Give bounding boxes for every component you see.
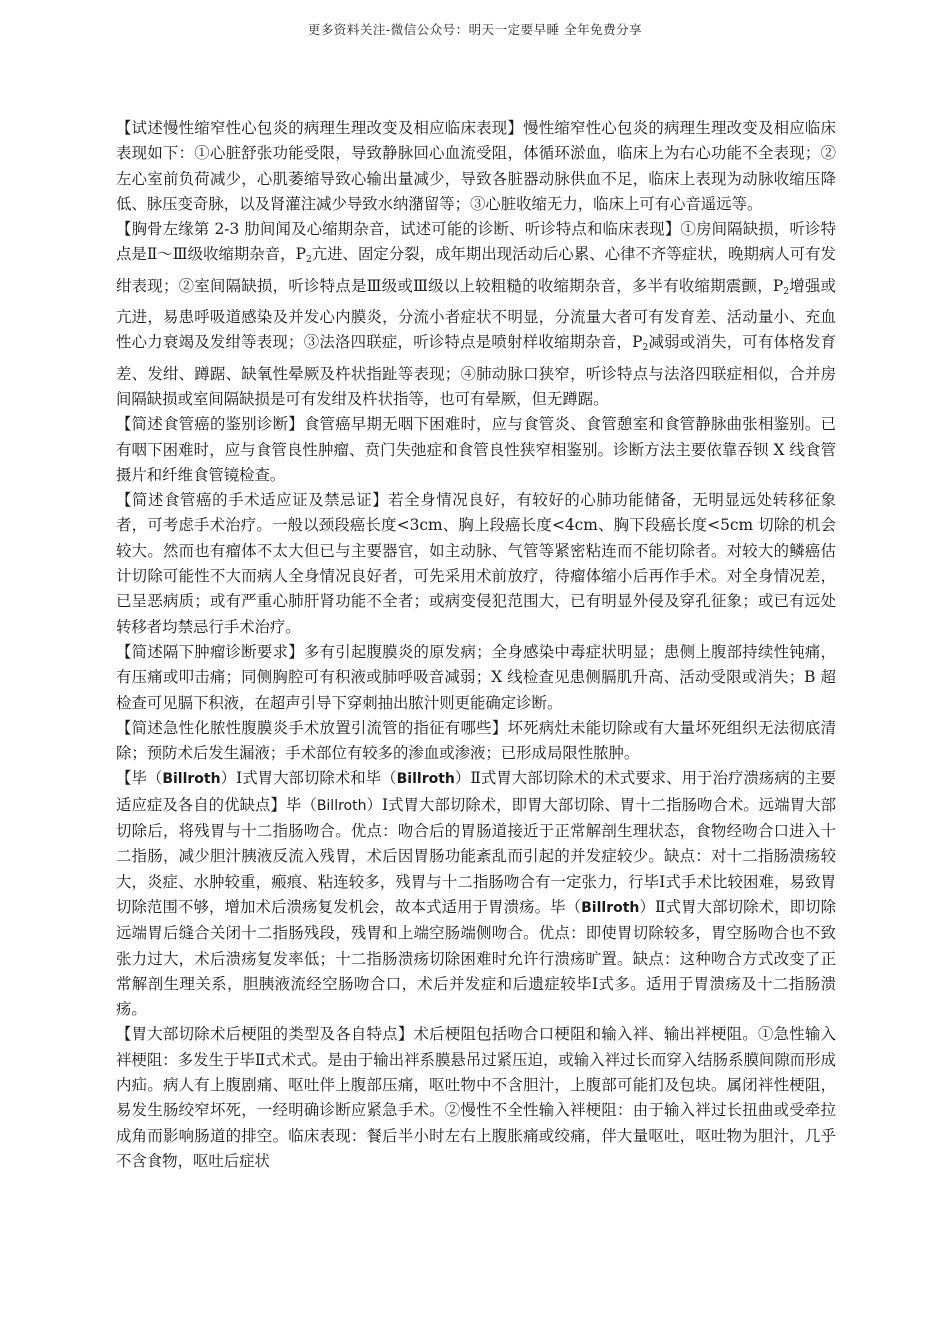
paragraph-body: 术后梗阻包括吻合口梗阻和输入袢、输出袢梗阻。①急性输入袢梗阻：多发生于毕Ⅱ式术式。是由于输出袢系膜悬吊过紧压迫，或输入袢过长而穿入结肠系膜间隙而形成内疝。病人有上腹剧痛、呕吐伴上腹部压痛，呕吐物中不含胆汁，上腹部可能扪及包块。属闭袢性梗阻，易发生肠绞窄坏死，一经明确诊断应紧急手术。②慢性不全性输入袢梗阻：由于输入袢过长扭曲或受牵拉成角而影响肠道的排空。临床表现：餐后半小时左右上腹胀痛或绞痛，伴大量呕吐，呕吐物为胆汁，几乎不含食物，呕吐后症状	[116, 1025, 836, 1170]
paragraph-body-part: ）Ⅰ式胃大部切除术，即胃大部切除、胃十二指肠吻合术。远端胃大部切除后，将残胃与十二指肠吻合。优点：吻合后的胃肠道接近于正常解剖生理状态，食物经吻合口进入十二指肠，减少胆汁胰液反流入残胃，术后因胃肠功能紊乱而引起的并发症较少。缺点：对十二指肠溃疡较大，炎症、水肿较重，瘢痕、粘连较多，残胃与十二指肠吻合有一定张力，行毕Ⅰ式手术比较困难，易致胃切除范围不够，增加术后溃疡复发机会，故本式适用于胃溃疡。毕（	[116, 795, 836, 916]
paragraph-body-part: 减弱或消失，可有体格发育差、发绀、蹲踞、缺氧性晕厥及杵状指趾等表现；④肺动脉口狭窄，听诊特点与法洛四联症相似，合并房间隔缺损或室间隔缺损是可有发绀及杵状指等，也可有晕厥，但无蹲踞。	[116, 333, 836, 408]
paragraph-title-part: 【毕（	[116, 769, 163, 788]
paragraph-title: 【胃大部切除术后梗阻的类型及各自特点】	[116, 1025, 414, 1044]
billroth-term: Billroth	[316, 797, 367, 814]
subscript-2: 2	[642, 343, 649, 354]
paragraph-title: 【简述食管癌的手术适应证及禁忌证】	[116, 491, 389, 510]
billroth-term: Billroth	[162, 771, 221, 788]
paragraph-gastrectomy-obstruction	[116, 1022, 836, 1174]
paragraph-title-part: ）Ⅰ式胃大部切除术和毕（	[220, 769, 397, 788]
paragraph-pericarditis	[116, 116, 836, 217]
paragraph-body: 慢性缩窄性心包炎的病理生理改变及相应临床表现如下：①心脏舒张功能受限，导致静脉回心血流受阻，体循环淤血，临床上为右心功能不全表现；②左心室前负荷减少，心肌萎缩导致心输出量减少，导致各脏器动脉供血不足，临床上表现为动脉收缩压降低、脉压变奇脉，以及肾灌注减少导致水纳潴留等；③心脏收缩无力，临床上可有心音遥远等。	[116, 119, 836, 213]
paragraph-title: 【简述食管癌的鉴别诊断】	[116, 415, 304, 434]
subscript-2: 2	[783, 286, 789, 297]
billroth-term: Billroth	[581, 899, 640, 916]
paragraph-body: 若全身情况良好，有较好的心肺功能储备，无明显远处转移征象者，可考虑手术治疗。一般以颈段癌长度<3cm、胸上段癌长度<4cm、胸下段癌长度<5cm 切除的机会较大。然而也有瘤体不太大但已与主要器官，如主动脉、气管等紧密粘连而不能切除者。对较大的鳞癌估计切除可能性不大而病人全身情况良好者，可先采用术前放疗，待瘤体缩小后再作手术。对全身情况差，已呈恶病质；或有严重心肺肝肾功能不全者；或病变侵犯范围大，已有明显外侵及穿孔征象；或已有远处转移者均禁忌行手术治疗。	[116, 491, 836, 636]
paragraph-murmur	[116, 217, 836, 412]
paragraph-body: 坏死病灶未能切除或有大量坏死组织无法彻底清除；预防术后发生漏液；手术部位有较多的渗血或渗液；已形成局限性脓肿。	[116, 718, 836, 763]
paragraph-billroth	[116, 766, 836, 1022]
page-header: 更多资料关注-微信公众号：明天一定要早睡 全年免费分享	[307, 22, 643, 37]
subscript-2: 2	[305, 255, 312, 266]
paragraph-body: 食管癌早期无咽下困难时，应与食管炎、食管憩室和食管静脉曲张相鉴别。已有咽下困难时，应与食管良性肿瘤、贲门失弛症和食管良性狭窄相鉴别。诊断方法主要依靠吞钡 X 线食管摄片和纤维食管镜检查。	[116, 415, 836, 484]
paragraph-body: 多有引起腹膜炎的原发病；全身感染中毒症状明显；患侧上腹部持续性钝痛，有压痛或叩击痛；同侧胸腔可有积液或肺呼吸音减弱；X 线检查见患侧膈肌升高、活动受限或消失；B 超检查可见膈下积液，在超声引导下穿刺抽出脓汁则更能确定诊断。	[116, 642, 836, 712]
paragraph-title: 【胸骨左缘第 2-3 肋间闻及心缩期杂音，试述可能的诊断、听诊特点和临床表现】	[116, 220, 681, 239]
paragraph-title: 【简述急性化脓性腹膜炎手术放置引流管的指征有哪些】	[116, 718, 508, 737]
paragraph-title: 【试述慢性缩窄性心包炎的病理生理改变及相应临床表现】	[116, 119, 524, 137]
paragraph-body-part: 亢进、固定分裂，成年期出现活动后心累、心律不齐等症状，晚期病人可有发绀表现；②室间隔缺损，听诊特点是Ⅲ级或Ⅲ级以上较粗糙的收缩期杂音，多半有收缩期震颤，P	[116, 245, 836, 295]
billroth-term: Billroth	[396, 771, 455, 788]
document-body	[116, 116, 836, 1174]
paragraph-body-part: ）Ⅱ式胃大部切除术，即切除远端胃后缝合关闭十二指肠残段，残胃和上端空肠端侧吻合。优点：即使胃切除较多，胃空肠吻合也不致张力过大，术后溃疡复发率低；十二指肠溃疡切除困难时允许行溃疡旷置。缺点：这种吻合方式改变了正常解剖生理关系，胆胰液流经空肠吻合口，术后并发症和后遗症较毕Ⅰ式多。适用于胃溃疡及十二指肠溃疡。	[116, 897, 836, 1019]
paragraph-title-part: ）Ⅱ式胃大部切除术的术式要求、用于治疗溃疡病的主要适应症及各自的优缺点】	[116, 769, 836, 814]
paragraph-title: 【简述隔下肿瘤诊断要求】	[116, 642, 304, 661]
paragraph-subphrenic	[116, 640, 836, 716]
paragraph-esophageal-surgery	[116, 488, 836, 640]
paragraph-body-part: 增强或亢进，易患呼吸道感染及并发心内膜炎，分流小者症状不明显，分流量大者可有发育差、活动量小、充血性心力衰竭及发绀等表现；③法洛四联症，听诊特点是喷射样收缩期杂音，P	[116, 276, 836, 352]
paragraph-body-part: ①房间隔缺损，听诊特点是Ⅱ～Ⅲ级收缩期杂音，P	[116, 220, 836, 264]
paragraph-peritonitis-drainage	[116, 716, 836, 767]
paragraph-esophageal-diagnosis	[116, 412, 836, 488]
paragraph-body-part: 毕（	[285, 795, 317, 814]
